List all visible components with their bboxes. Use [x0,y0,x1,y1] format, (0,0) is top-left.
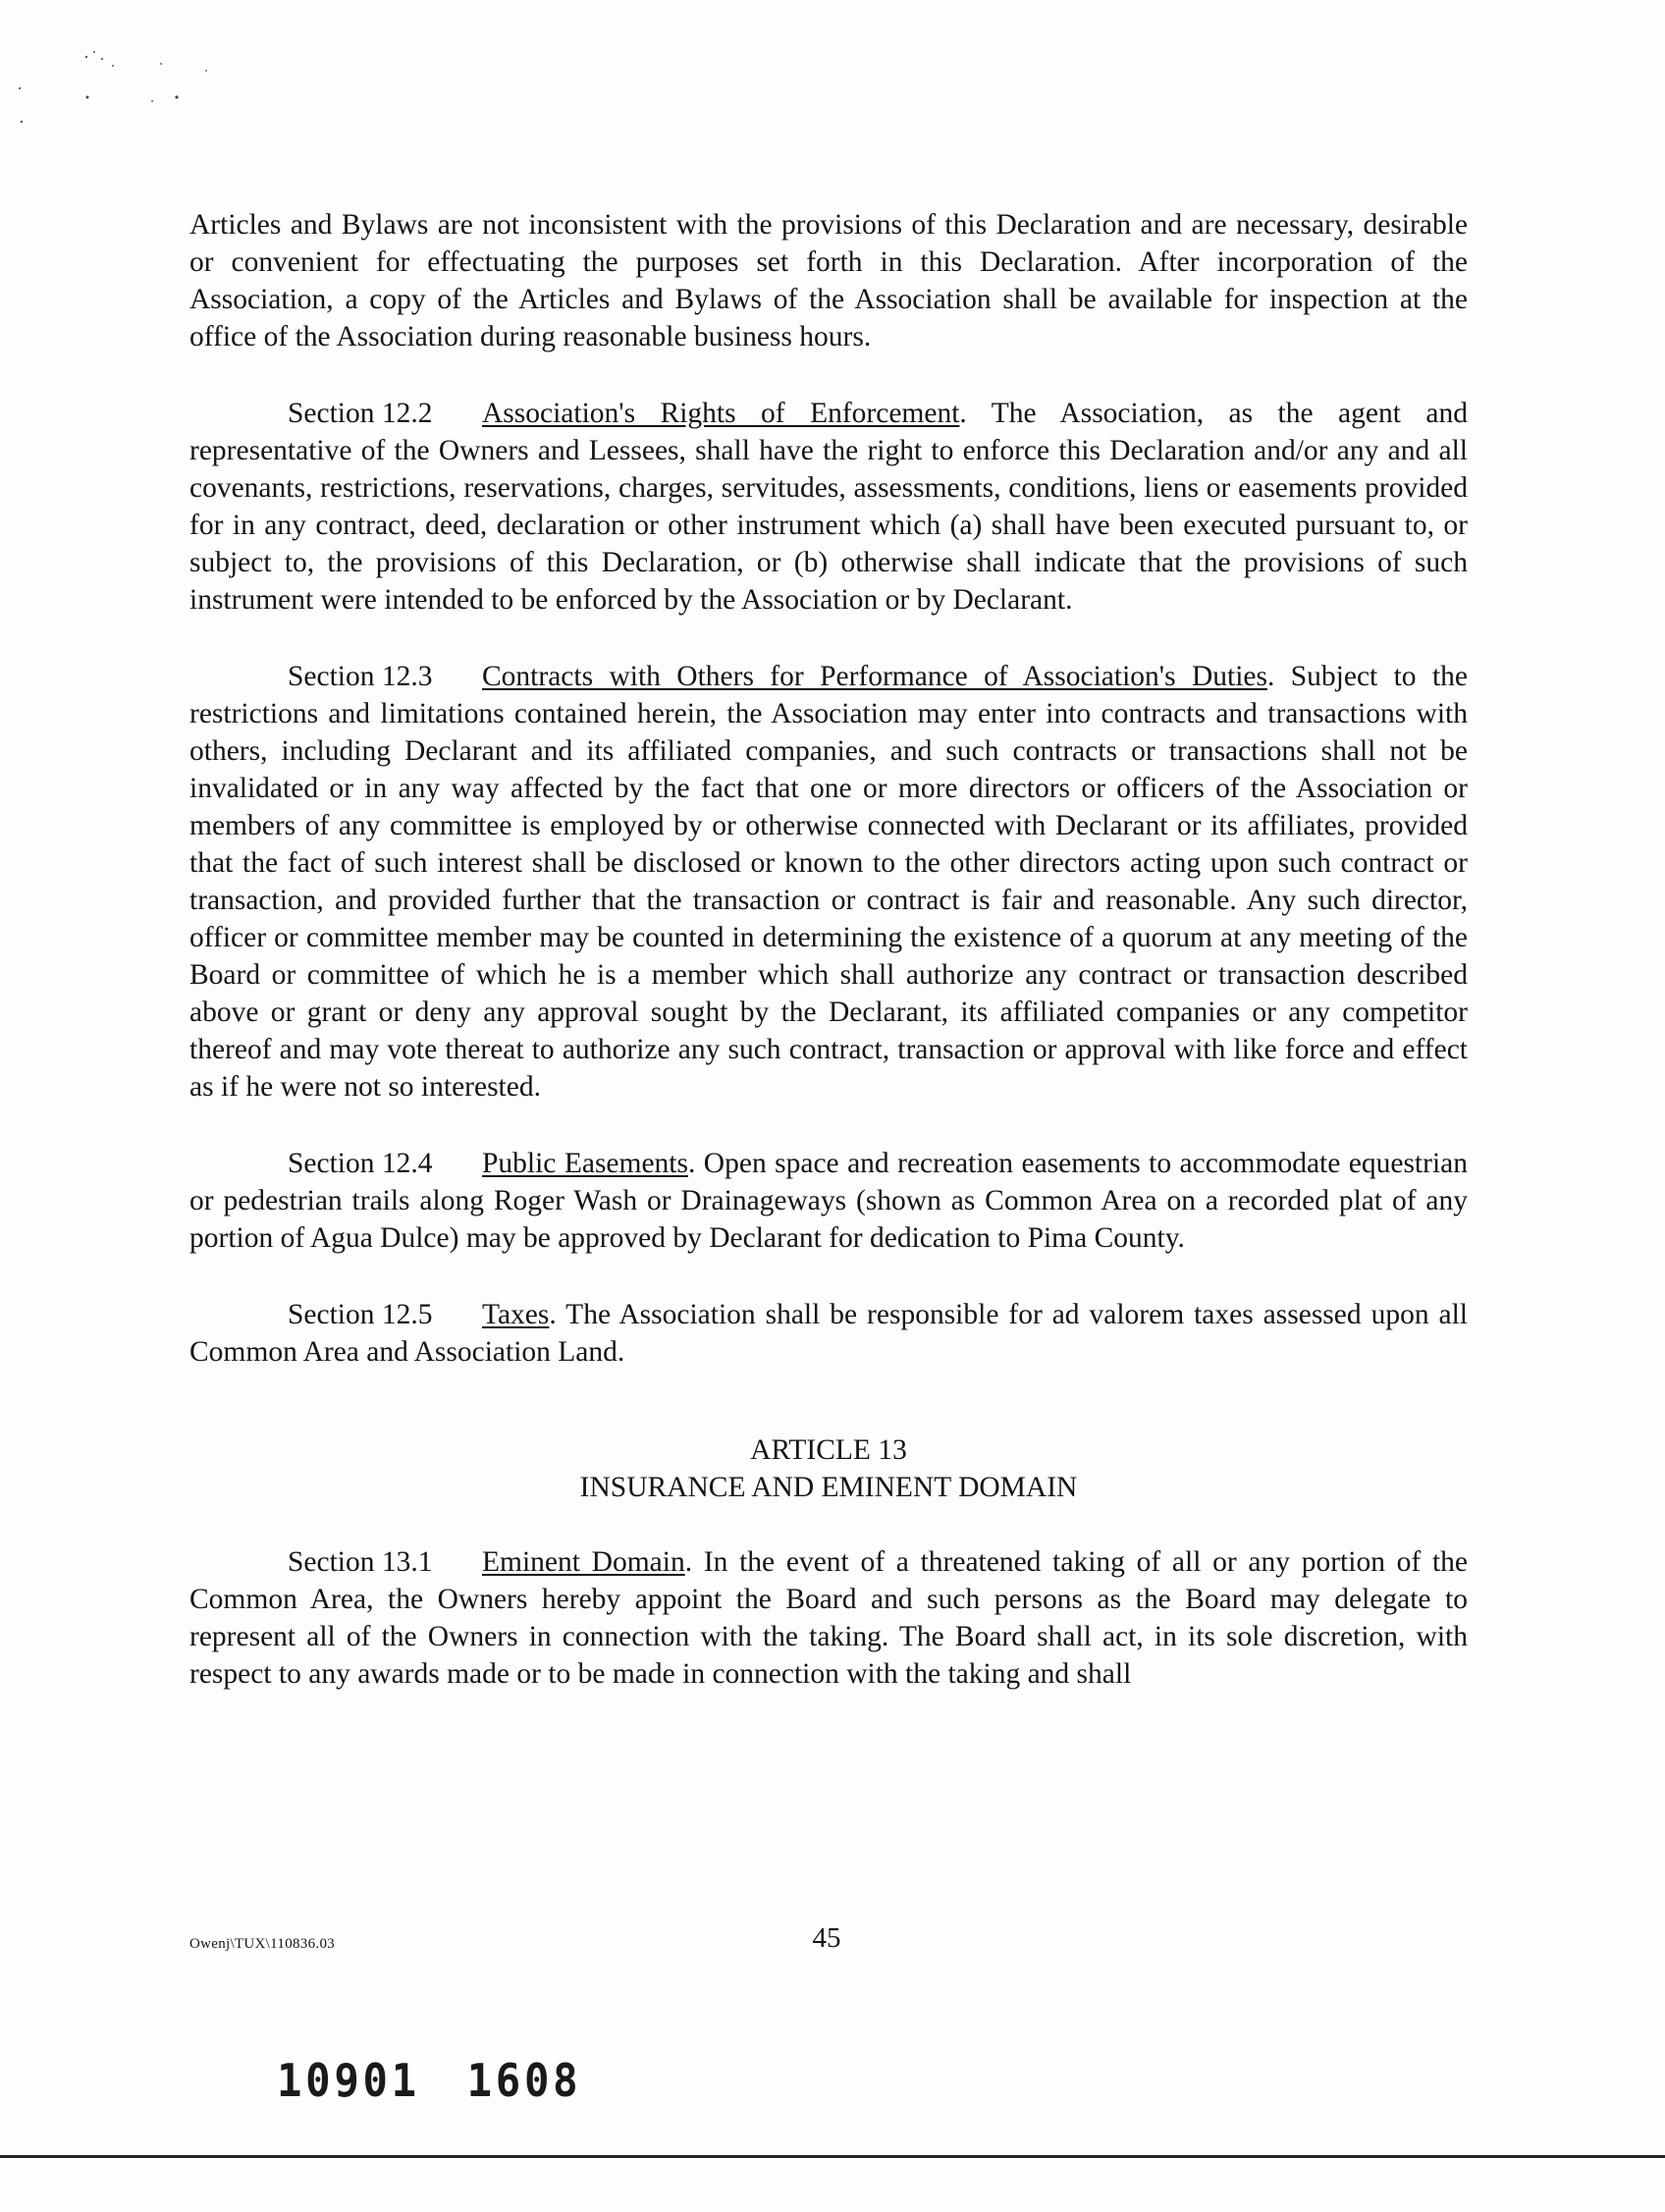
continuation-paragraph: Articles and Bylaws are not inconsistent with the provisions of this Declaration and are necessary, desirable or convenient for effectuating the purposes set forth in this Declaration. After incorporation of the Association, a copy of the Articles and Bylaws of the Association shall be available for inspection at the office of the Association during reasonable business hours. [189,209,1468,352]
page-number: 45 [812,1922,841,1954]
section-number: Section 12.3 [288,661,433,692]
section-number: Section 12.4 [288,1148,433,1179]
section-12-2 [189,395,1468,619]
document-id: Owenj\TUX\110836.03 [189,1936,336,1952]
article-heading [189,1431,1468,1506]
document-body [189,206,1468,1732]
section-text: . Subject to the restrictions and limitations contained herein, the Association may enter into contracts and transactions with others, including Declarant and its affiliated companies, and such contracts or transactions shall not be invalidated or in any way affected by the fact that one or more directors or officers of the Association or members of any committee is employed by or otherwise connected with Declarant or its affiliates, provided that the fact of such interest shall be disclosed or known to the other directors acting upon such contract or transaction, and provided further that the transaction or contract is fair and reasonable. Any such director, officer or committee member may be counted in determining the existence of a quorum at any meeting of the Board or committee of which he is a member which shall authorize any contract or transaction described above or grant or deny any approval sought by the Declarant, its affiliated companies or any competitor thereof and may vote thereat to authorize any such contract, transaction or approval with like force and effect as if he were not so interested. [189,661,1468,1103]
section-number: Section 13.1 [288,1546,433,1578]
section-12-3 [189,658,1468,1106]
section-text: . The Association shall be responsible for ad valorem taxes assessed upon all Common Area and Association Land. [189,1299,1468,1368]
article-title: INSURANCE AND EMINENT DOMAIN [579,1472,1078,1503]
article-number: ARTICLE 13 [750,1434,907,1466]
section-12-5 [189,1296,1468,1371]
section-title: Contracts with Others for Performance of Association's Duties [482,661,1267,692]
section-13-1 [189,1543,1468,1693]
section-number: Section 12.2 [288,398,433,429]
bottom-rule [0,2155,1665,2158]
stamp-page-number: 1608 [466,2054,582,2107]
section-title: Taxes [482,1299,550,1330]
scan-specks [12,39,208,137]
section-title: Eminent Domain [482,1546,685,1578]
section-12-4 [189,1145,1468,1257]
recording-stamp [277,2054,581,2107]
section-text: . The Association, as the agent and representative of the Owners and Lessees, shall have the right to enforce this Declaration and/or any and all covenants, restrictions, reservations, charges, servitudes, assessments, conditions, liens or easements provided for in any contract, deed, declaration or other instrument which (a) shall have been executed pursuant to, or subject to, the provisions of this Declaration, or (b) otherwise shall indicate that the provisions of such instrument were intended to be enforced by the Association or by Declarant. [189,398,1468,616]
section-number: Section 12.5 [288,1299,433,1330]
section-title: Association's Rights of Enforcement [482,398,960,429]
section-text: . Open space and recreation easements to accommodate equestrian or pedestrian trails along Roger Wash or Drainageways (shown as Common Area on a recorded plat of any portion of Agua Dulce) may be approved by Declarant for dedication to Pima County. [189,1148,1468,1254]
section-title: Public Easements [482,1148,688,1179]
docket-number: 10901 [277,2054,420,2107]
section-text: . In the event of a threatened taking of all or any portion of the Common Area, the Owners hereby appoint the Board and such persons as the Board may delegate to represent all of the Owners in connection with the taking. The Board shall act, in its sole discretion, with respect to any awards made or to be made in connection with the taking and shall [189,1546,1468,1690]
